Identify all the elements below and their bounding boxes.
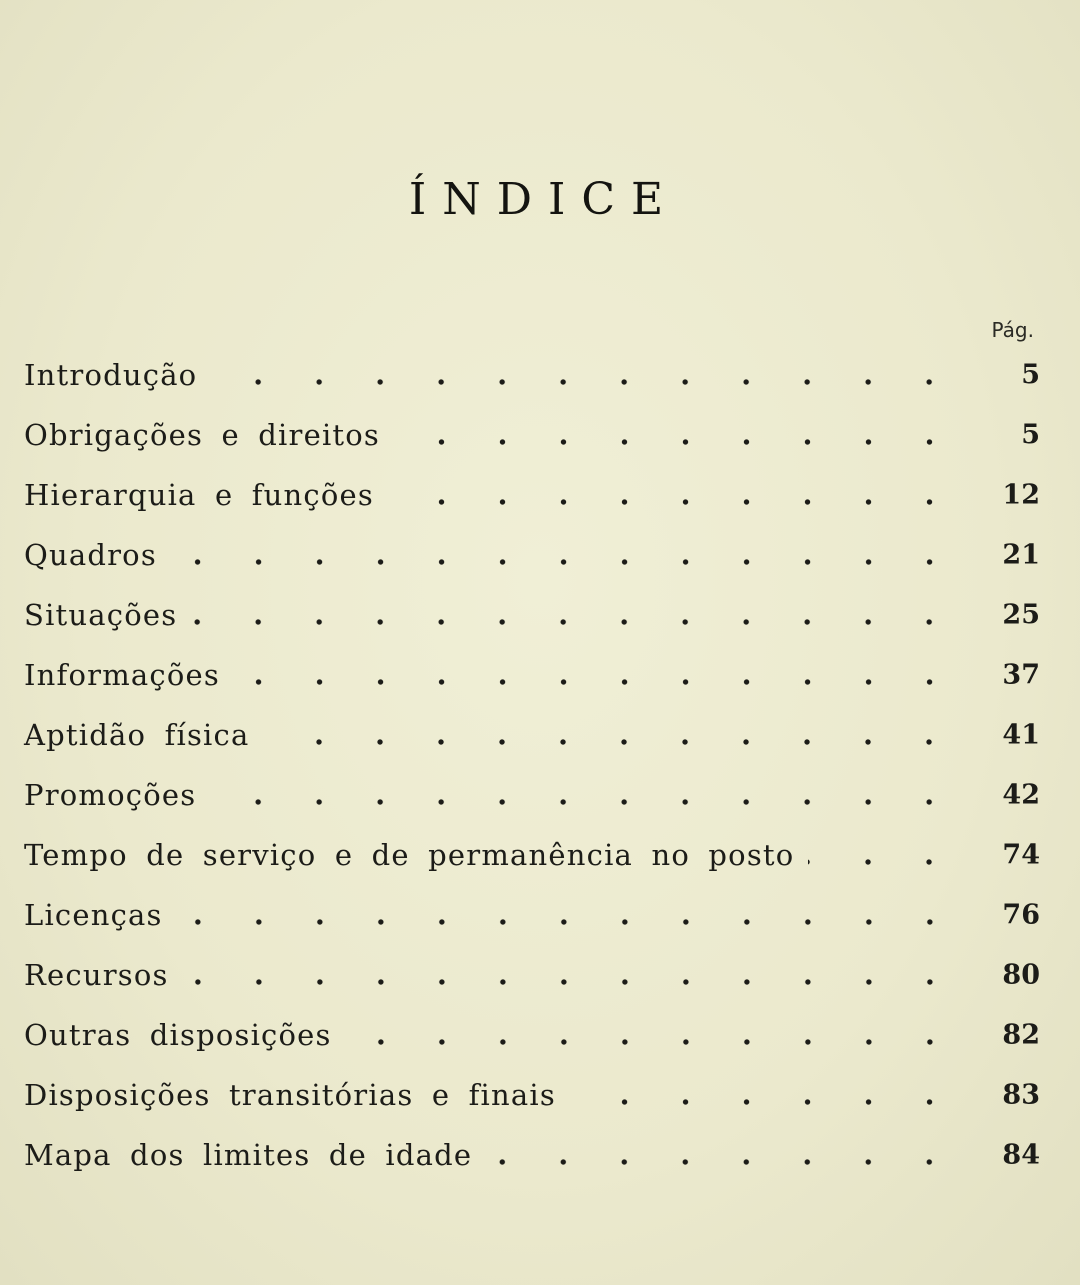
dot-leader (177, 918, 960, 926)
toc-entry-introducao (24, 345, 1040, 405)
toc-entry-page: 5 (1021, 359, 1040, 391)
dot-leader (388, 498, 960, 506)
toc-entry-page: 21 (1002, 539, 1040, 571)
dot-leader (570, 1098, 960, 1106)
dot-leader (183, 978, 960, 986)
dot-leader (211, 378, 960, 386)
toc-entry-outras-disposicoes (24, 1005, 1040, 1065)
toc-entry-page: 83 (1002, 1079, 1040, 1111)
toc-entry-label: Mapa dos limites de idade (24, 1138, 473, 1172)
toc-entry-page: 84 (1002, 1139, 1040, 1171)
dot-leader (171, 558, 960, 566)
toc-entry-page: 82 (1002, 1019, 1040, 1051)
toc-entry-page: 12 (1002, 479, 1040, 511)
toc-entry-label: Obrigações e direitos (24, 418, 381, 452)
toc-entry-label: Hierarquia e funções (24, 478, 374, 512)
toc-entry-label: Licenças (24, 898, 163, 932)
toc-entry-tempo-servico (24, 825, 1040, 885)
page-column-label: Pág. (991, 318, 1034, 342)
dot-leader (394, 438, 960, 446)
toc-entry-page: 25 (1002, 599, 1040, 631)
toc-entry-mapa-limites (24, 1125, 1040, 1185)
toc-entry-label: Aptidão física (24, 718, 250, 752)
toc-entry-label: Disposições transitórias e finais (24, 1078, 556, 1112)
toc-entry-recursos (24, 945, 1040, 1005)
toc-entry-page: 80 (1002, 959, 1040, 991)
toc-entry-promocoes (24, 765, 1040, 825)
toc-entry-page: 37 (1002, 659, 1040, 691)
toc-entry-label: Informações (24, 658, 220, 692)
toc-entry-disposicoes-transitorias (24, 1065, 1040, 1125)
toc-entry-situacoes (24, 585, 1040, 645)
dot-leader (808, 858, 960, 866)
toc-entry-page: 5 (1021, 419, 1040, 451)
dot-leader (263, 738, 960, 746)
page-title: ÍNDICE (408, 174, 680, 226)
dot-leader (191, 618, 960, 626)
toc-entry-page: 42 (1002, 779, 1040, 811)
toc-entry-page: 41 (1002, 719, 1040, 751)
dot-leader (486, 1158, 960, 1166)
toc-entry-label: Introdução (24, 358, 198, 392)
toc-entry-label: Recursos (24, 958, 169, 992)
toc-entry-label: Situações (24, 598, 178, 632)
toc-entry-licencas (24, 885, 1040, 945)
toc-entry-label: Tempo de serviço e de permanência no posto (24, 838, 795, 872)
dot-leader (210, 798, 960, 806)
toc-entry-page: 74 (1002, 839, 1040, 871)
toc-entry-label: Promoções (24, 778, 197, 812)
toc-entry-quadros (24, 525, 1040, 585)
toc-entry-informacoes (24, 645, 1040, 705)
dot-leader (234, 678, 960, 686)
toc-entry-label: Outras disposições (24, 1018, 332, 1052)
toc-entry-hierarquia (24, 465, 1040, 525)
toc-entry-page: 76 (1002, 899, 1040, 931)
toc-entry-label: Quadros (24, 538, 157, 572)
toc-entry-obrigacoes (24, 405, 1040, 465)
dot-leader (346, 1038, 960, 1046)
toc-entry-aptidao (24, 705, 1040, 765)
table-of-contents (24, 345, 1040, 1185)
